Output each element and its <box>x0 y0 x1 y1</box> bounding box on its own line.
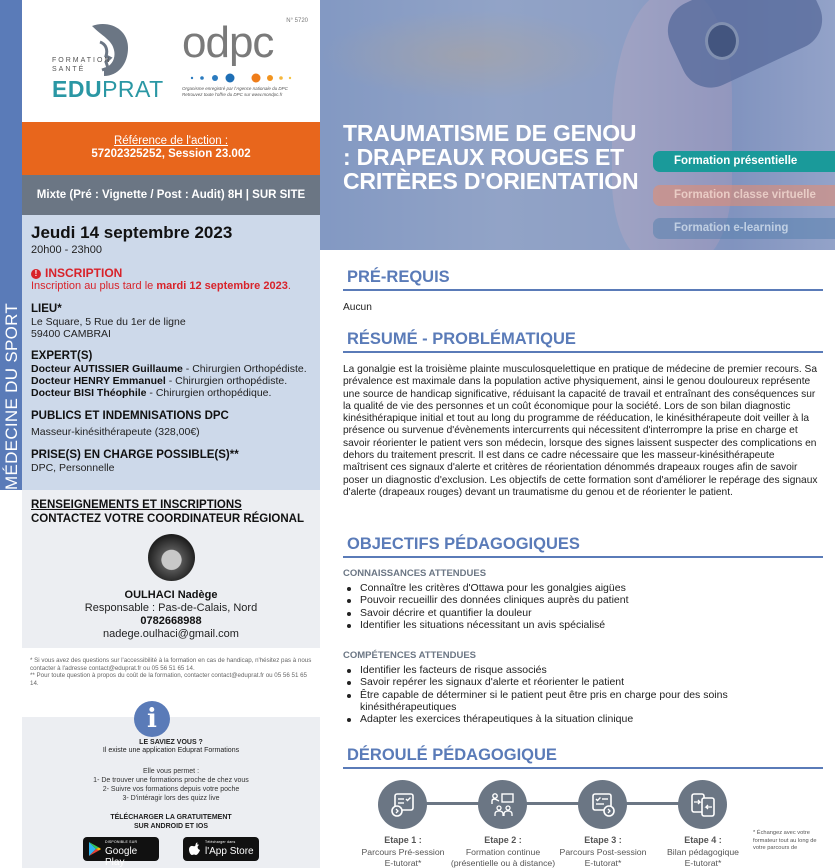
section-prerequis-title: PRÉ-REQUIS <box>343 266 823 291</box>
competences-heading: COMPÉTENCES ATTENDUES <box>343 650 477 661</box>
coordinator-name: OULHACI Nadège <box>124 589 218 601</box>
expert-item: Docteur AUTISSIER Guillaume - Chirurgien Orthopédiste. <box>31 363 307 375</box>
contact-box <box>22 490 320 648</box>
format-band: Mixte (Pré : Vignette / Post : Audit) 8H | SUR SITE <box>22 175 320 215</box>
footnote-cost: ** Pour toute question à propos du coût de la formation, contacter contact@eduprat.fr ou 05 56 51 65 14. <box>30 672 307 687</box>
session-date: Jeudi 14 septembre 2023 <box>31 223 233 242</box>
eduprat-wordmark: EDUPRAT <box>52 76 164 102</box>
section-deroule-title: DÉROULÉ PÉDAGOGIQUE <box>343 744 823 769</box>
odpc-logo <box>180 14 320 104</box>
odpc-dots-icon <box>188 72 298 84</box>
mode-pill-classe-virtuelle: Formation classe virtuelle <box>653 185 835 206</box>
section-objectifs-title: OBJECTIFS PÉDAGOGIQUES <box>343 533 823 558</box>
alert-icon: ! <box>31 269 41 279</box>
prerequis-text: Aucun <box>343 302 372 313</box>
session-info-box <box>22 215 320 490</box>
lieu-heading: LIEU* <box>31 303 62 315</box>
connaissances-list <box>343 582 629 631</box>
odpc-subtitle: Organisme enregistré par l'Agence nationale du DPC Retrouvez toute l'offre du DPC sur www.mondpc.fr <box>182 86 288 97</box>
odpc-wordmark: odpc <box>182 18 274 67</box>
deroule-steps: Etape 1 : Parcours Pré-session E-tutorat* Etape 2 : Formation continue (présentielle ou à distance) Etape 3 : Parcours Post-session E-tutorat* Etape 4 : Bilan pédagogique E-tutorat* * Échangez avec votre formateur tout au long de votre parcours de <box>343 780 823 868</box>
resume-text: La gonalgie est la troisième plainte musculosquelettique en pratique de médecine de premier recours. Sa prévalence est maximale dans la population active physiquement, ainsi le genou douloureux représente une source de handicap significative, réduisant la capacité de travail et entraînant des conséquences sur la qualité de vie des personnes et un coût économique pour la société. Lors de son bilan diagnostic kinésithérapique initial et tout au long du programme de rééducation, le kinésithérapeute doit veiller à la présence ou survenue d'évènements intercurrents qui nécessitent d'interrompre la prise en charge et savoir réorienter le patient vers son médecin, lorsque des signes laissent suspecter des complications en dehors du traitement prescrit. Il est dans ce cadre nécessaire que les masseur-kinésithérapeute maîtrisent ces signaux d'alerte et critères de réorientation dénommés drapeaux rouges afin de savoir poser un diagnostic d'exclusion. Les objectifs de cette formation sont d'améliorer le repérage des signaux d'alerte (drapeaux rouges) devant un traumatisme du genou et de réorienter le patient. <box>343 364 818 498</box>
mode-pill-e-learning: Formation e-learning <box>653 218 835 239</box>
eduprat-logo <box>52 18 162 103</box>
checklist-next-icon <box>578 780 627 829</box>
course-title: TRAUMATISME DE GENOU : DRAPEAUX ROUGES ET CRITÈRES D'ORIENTATION <box>343 120 639 194</box>
logo-area <box>22 0 320 122</box>
list-item: Savoir repérer les signaux d'alerte et réorienter le patient <box>343 676 743 688</box>
left-column <box>0 0 320 868</box>
app-promo-subtitle: Il existe une application Eduprat Formations <box>102 747 240 754</box>
coordinator-avatar <box>148 534 195 581</box>
app-promo-features: Elle vous permet : 1- De trouver une formations proche de chez vous 2- Suivre vos formations depuis votre poche 3- D'intéragir lors des quizz live <box>93 768 249 802</box>
expert-item: Docteur BISI Théophile - Chirurgien orthopédique. <box>31 387 272 399</box>
reference-band <box>22 122 320 175</box>
list-item: Être capable de déterminer si le patient peut être pris en charge pour des soins kinésithérapeutiques <box>343 689 743 714</box>
footnote-accessibility: * Si vous avez des questions sur l'accessibilité à la formation en cas de handicap, n'hésitez pas à nous contacter à l'adresse contact@eduprat.fr ou 05 56 51 65 14. <box>30 657 312 672</box>
hero-banner <box>320 0 835 250</box>
reference-value: 57202325252, Session 23.002 <box>91 148 251 160</box>
app-promo-box <box>22 717 320 868</box>
contact-heading[interactable]: RENSEIGNEMENTS ET INSCRIPTIONS <box>31 499 242 511</box>
publics-heading: PUBLICS ET INDEMNISATIONS DPC <box>31 410 229 422</box>
session-time: 20h00 - 23h00 <box>31 244 102 256</box>
inscription-deadline: Inscription au plus tard le mardi 12 septembre 2023. <box>31 280 291 292</box>
google-play-button[interactable]: DISPONIBLE SUR Google Play <box>83 837 159 861</box>
list-item: Identifier les situations nécessitant un avis spécialisé <box>343 619 629 631</box>
mode-pill-presentielle: Formation présentielle <box>653 151 835 172</box>
prise-en-charge-heading: PRISE(S) EN CHARGE POSSIBLE(S)** <box>31 449 239 461</box>
eduprat-tagline: FORMATION SANTÉ <box>52 57 112 73</box>
contact-subheading: CONTACTEZ VOTRE COORDINATEUR RÉGIONAL <box>31 513 305 525</box>
lieu-line2: 59400 CAMBRAI <box>31 328 111 340</box>
competences-list <box>343 664 743 725</box>
classroom-icon <box>478 780 527 829</box>
apple-icon <box>189 842 201 856</box>
section-resume-title: RÉSUMÉ - PROBLÉMATIQUE <box>343 328 823 353</box>
coordinator-email[interactable]: nadege.oulhaci@gmail.com <box>103 628 239 640</box>
inscription-heading: ! INSCRIPTION <box>31 267 311 280</box>
app-promo-title: LE SAVIEZ VOUS ? <box>139 739 203 746</box>
prise-en-charge-value: DPC, Personnelle <box>31 462 115 474</box>
exchange-icon <box>678 780 727 829</box>
list-item: Connaître les critères d'Ottawa pour les gonalgies aigües <box>343 582 629 594</box>
connaissances-heading: CONNAISSANCES ATTENDUES <box>343 568 487 579</box>
google-play-icon <box>89 842 101 856</box>
list-item: Adapter les exercices thérapeutiques à la situation clinique <box>343 713 743 725</box>
publics-value: Masseur-kinésithérapeute (328,00€) <box>31 426 200 438</box>
list-item: Pouvoir recueillir des données cliniques auprès du patient <box>343 594 629 606</box>
experts-heading: EXPERT(S) <box>31 350 93 362</box>
footnotes <box>30 657 315 687</box>
app-download-text: TÉLÉCHARGER LA GRATUITEMENT SUR ANDROID ET IOS <box>110 814 232 830</box>
info-icon: i <box>134 701 170 737</box>
app-store-button[interactable]: Télécharger dans l'App Store <box>183 837 259 861</box>
list-item: Savoir décrire et quantifier la douleur <box>343 607 629 619</box>
checklist-play-icon <box>378 780 427 829</box>
lieu-line1: Le Square, 5 Rue du 1er de ligne <box>31 316 186 328</box>
odpc-number: N° 5720 <box>286 18 308 24</box>
expert-item: Docteur HENRY Emmanuel - Chirurgien orthopédiste. <box>31 375 288 387</box>
steps-connector <box>393 802 693 805</box>
coordinator-phone[interactable]: 0782668988 <box>140 615 202 627</box>
category-label: MÉDECINE DU SPORT <box>2 302 21 490</box>
list-item: Identifier les facteurs de risque associés <box>343 664 743 676</box>
coordinator-role: Responsable : Pas-de-Calais, Nord <box>84 602 258 614</box>
reference-label: Référence de l'action : <box>113 135 229 147</box>
steps-footnote: * Échangez avec votre formateur tout au long de votre parcours de <box>753 830 817 852</box>
